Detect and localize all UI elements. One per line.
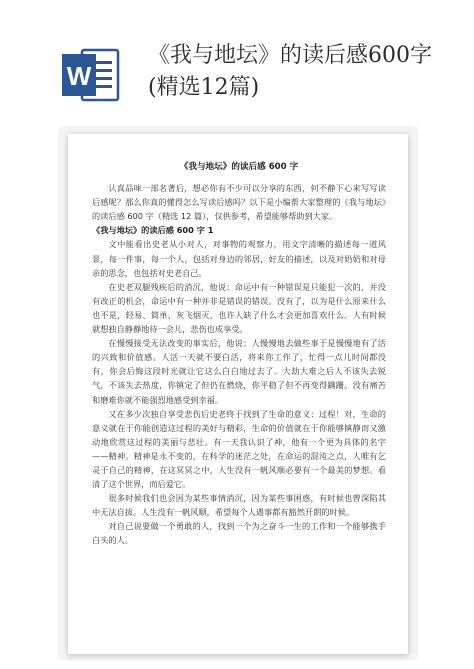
word-icon-letter: W (66, 61, 92, 91)
document-title: 《我与地坛》的读后感 600 字 (179, 162, 299, 172)
intro-paragraph: 认真品味一部名著后，想必你有不少可以分享的东西，何不静下心来写写读后感呢？那么你真的懂得怎么写读后感吗？以下是小编帮大家整理的《我与地坛》的读后感 600 字（精选 12 篇），仅供参考，希望能够帮助到大家。 (92, 183, 386, 222)
word-document-icon (60, 44, 122, 106)
body-paragraph: 文中能看出史老从小对人，对事物的观察力，用文字清晰的描述每一道风景，每一件事，每一个人，包括对身边的邻居，好友的描述，以及对奶奶和对母亲的思念，也包括对史老自己。 (92, 239, 386, 278)
header (0, 0, 474, 118)
body-paragraph: 很多时候我们也会因为某些事情消沉，因为某些事困惑，有时候也曾深陷其中无法自拔。人生没有一帆风顺，希望每个人遇事都有豁然开朗的时候。 (92, 493, 386, 518)
document-content (92, 160, 386, 548)
body-paragraph: 对自己说要做一个勇敢的人，找到一个为之奋斗一生的工作和一个能够携手白头的人。 (92, 521, 386, 546)
page-title: 《我与地坛》的读后感600字(精选12篇) (148, 43, 432, 100)
body-paragraph: 在史老双腿残疾后的消沉，他说：命运中有一种错误是只能犯一次的，并没有改正的机会，命运中有一种并非是错误的错误。没有了，以为是什么原来什么也不是，轻易、简单、灰飞烟灭，也许人缺了什么才会更加喜欢什么。人有时候就想独自静静地待一会儿，悲伤也成享受。 (92, 281, 386, 335)
body-paragraph: 又在多少次独自享受悲伤后史老终于找到了生命的意义：过程！对，生命的意义就在于你能创造这过程的美好与精彩，生命的价值就在于你能够镇静而又激动地欣赏这过程的美丽与悲壮。有一天我认识了神，他有一个更为具体的名字——精神。精神是永不变的，在科学的迷茫之处，在命运的混沌之点，人唯有乞灵于自己的精神，在这冥冥之中，人生没有一帆风顺必要有一个最美的梦想。看清了这个世界，而后爱它。 (92, 408, 386, 490)
document-page (68, 134, 408, 654)
body-paragraph: 在慢慢接受无法改变的事实后，他说：人慢慢地去做些事于是慢慢地有了活的兴致和价值感。人活一天就不要白活，将来你工作了，忙得一点儿时间都没有，你会后悔这段时光就让它这么白白地过去了。大劫大难之后人不该失去锐气，不该失去热度，你镇定了但仍在燃烧，你平稳了但不再变得蹒跚。没有痛苦和磨难你就不能强烈地感受到幸福。 (92, 338, 386, 405)
section-heading: 《我与地坛》的读后感 600 字 1 (92, 225, 214, 236)
